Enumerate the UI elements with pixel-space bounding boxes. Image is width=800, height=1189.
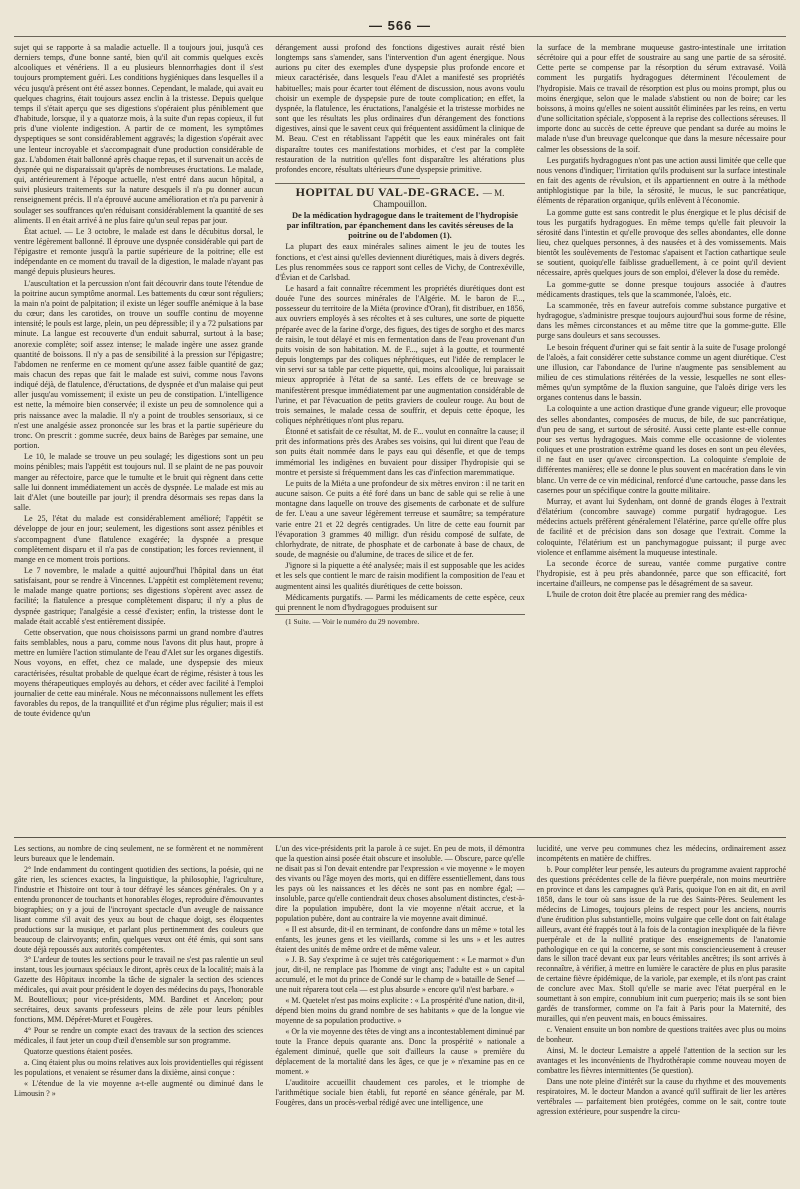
paragraph: b. Pour compléter leur pensée, les auteurs du programme avaient rapproché des questions précédentes celle de la fièvre puerpérale, non moins meurtrière en province et dans les campagnes qu'à Paris, quoique l'on en ait dit, en avril 1858, dans le tour où sans issue de la rue des Saints-Pères. Seulement les médecins de Limoges, toujours pleins de respect pour les anciens, nourris d'une érudition plus substantielle, moins vulgaire que celle dont on fait étalage ailleurs, avant été frappés tout à la fois de la contagion inexpliquée de la fièvre puerpérale et de la nullité pratique des enseignements de l'anatomie pathologique en ce qui la concerne, se sont mis consciencieusement à creuser dans le sillon tracé devant eux par leurs véritables ancêtres; ils sont arrivés à reconnaître, à vérifier, à mettre en lumière le caractère de plus en plus parasite de certaine fièvre épidémique, de la variole, par exemple, et ils n'ont pas craint de conclure avec Max. Stoll qu'elle se marie avec l'état puerpéral en le soumettant à son empire, connubium init cum puerperio; mais ils se sont bien gardés de transformer, comme on l'a fait à Paris pour la Maternité, des murailles, qui n'en peuvent mais, en boucs émissaires.: [536, 864, 786, 1024]
upper-section: [14, 43, 786, 831]
short-rule: [380, 178, 420, 179]
lower-column-3: [537, 844, 786, 1189]
paragraph: L'huile de croton doit être placée au premier rang des médica-: [546, 590, 748, 600]
paragraph: La scammonée, très en faveur autrefois comme substance purgative et hydragogue, s'administre presque toujours aujourd'hui sous forme de résine, dans les mêmes circonstances et au même titre que la gomme-gutte. Elle purge sans douleurs et sans secousses.: [536, 300, 786, 341]
paragraph: 2° Inde endamment du contingent quotidien des sections, la poésie, qui ne gâte rien, les sciences exactes, la linguistique, la philosophie, l'agriculture, l'industrie et l'histoire ont tour à tour défrayé les séances générales. On y a entendu prononcer de touchants et honorables éloges, reproduire d'émouvantes biographies; on y a joui de l'incroyant spectacle d'un aveugle de naissance lisant comme s'il avait des yeux au bout de chaque doigt, ses éloquentes productions sur la musique, et parlant plus pertinemment des couleurs que beaucoup de clairvoyants; enfin, quelques vœux ont été émis, qui sont sans doute déjà repoussés aux autorités compétentes.: [14, 864, 264, 954]
paragraph: dérangement aussi profond des fonctions digestives aurait résté bien longtemps sans s'amender, sans l'intervention d'un agent énergique. Nous aurions pu citer des exemples d'une dyspepsie plus profonde encore et mieux caractérisée, dans lesquels l'eau d'Alet a manifesté ses propriétés habituelles; mais pour écarter tout élément de discussion, nous avons voulu choisir un exemple de dyspepsie pure de toute complication; en effet, la dyspnée, la flatulence, les éructations, l'analgésie et la tristesse morbides ne sont que les résultats les plus ordinaires d'un dérangement des fonctions digestives, ainsi que le savent ceux qui fréquentent assidûment la clinique de M. Beau. C'est en rétablissant l'appétit que les eaux minérales ont fait disparaître toutes ces manifestations morbides, et c'est par la complète restauration de la nutrition qu'elles font disparaître les altérations plus profondes encore, résultats ultérieurs d'une dyspepsie primitive.: [275, 43, 525, 174]
paragraph: La gomme-gutte se donne presque toujours associée à d'autres médicaments drastiques, tels que la scammonée, l'aloès, etc.: [536, 279, 786, 299]
paragraph: Le besoin fréquent d'uriner qui se fait sentir à la suite de l'usage prolongé de l'aloès, a fait considérer cette substance comme un agent diurétique. C'est une illusion, car l'abondance de l'urine n'augmente pas sensiblement au milieu de ces stimulations réitérées de la vessie, lesquelles ne sont elles-mêmes qu'un symptôme de la fluxion sanguine, que l'aloès dirige vers les organes contenus dans le bassin.: [536, 342, 786, 403]
paragraph: L'auditoire accueillit chaudement ces paroles, et le triomphe de l'arithmétique sociale bien établi, fut reporté en séance générale, par M. Fougères, dans un procès-verbal rédigé avec une intelligence, une: [275, 1077, 525, 1107]
article-title: De la médication hydragogue dans le traitement de l'hydropisie par infiltration, par épanchement dans les cavités séreuses de la poitrine ou de l'abdomen (1).: [286, 211, 518, 241]
feuilleton-divider: [14, 837, 786, 838]
paragraph: Cette observation, que nous choisissons parmi un grand nombre d'autres faits semblables, nous a paru, comme nous l'avons dit plus haut, propre à mettre en lumière l'action stimulante de l'eau d'Alet sur les organes digestifs. Nous voyons, en effet, chez ce malade, une dyspepsie des mieux caractérisées, résultat probable de quelque écart de régime, résister à tous les moyens thérapeutiques employés au dehors, et céder avec facilité à l'emploi journalier de cette eau minérale. Nous ne méconnaissons nullement les effets favorables du repos, de la tranquillité et d'un régime plus régulier; mais il est de toute évidence qu'un: [14, 627, 264, 719]
paragraph: La coloquinte a une action drastique d'une grande vigueur; elle provoque des selles abondantes, composées de mucus, de bile, de suc pancréatique, d'un peu de sang, et surtout de sérosité. Aussi cette plante est-elle connue pour ses vertus hydragogues. Mais comme elle occasionne de violentes coliques et une prostration extrême quand les doses en sont un peu élevées, il ne faut en user qu'avec circonspection. La coloquinte s'emploie de différentes manières; elle se donne le plus souvent en macération dans le vin blanc. Un verre de ce vin médicinal, renforcé d'une cartouche, passe dans les casernes pour un spécifique contre la goutte militaire.: [536, 404, 786, 495]
paragraph: « M. Quetelet n'est pas moins explicite : « La prospérité d'une nation, dit-il, dépend bien moins du grand nombre de ses habitants » que de la longue vie moyenne de sa population productive. »: [275, 996, 525, 1026]
paragraph: c. Venaient ensuite un bon nombre de questions traitées avec plus ou moins de bonheur.: [536, 1025, 786, 1045]
page-number: — 566 —: [369, 17, 431, 33]
column-1: [14, 43, 263, 831]
paragraph: sujet qui se rapporte à sa maladie actuelle. Il a toujours joui, jusqu'à ces derniers temps, d'une bonne santé, bien qu'il ait commis quelques excès alcooliques et vénériens. Il a eu plusieurs blennorrhagies dont il s'est toujours promptement guéri. Les conditions hygiéniques dans lesquelles il a vécu jusqu'à présent ont été assez bonnes. Cependant, le malade, qui avait eu quelques chagrins, était toujours assez enclin à la tristesse. Depuis quelque temps il s'était aperçu que ses digestions s'opéraient plus péniblement que d'habitude, lorsque, il y a quatorze mois, à la suite d'un repas copieux, il fut pris d'une violente indigestion. A partir de ce moment, les symptômes dyspeptiques se sont considérablement aggravés; la digestion s'opérait avec une lenteur incroyable et s'accompagnait d'une production considérable de gaz. L'abdomen était ballonné après chaque repas, et il survenait un accès de dyspnée qui ne disparaissait qu'après de nombreuses éructations. Le malade, qui, antérieurement à l'époque actuelle, n'est entré dans aucun hôpital, a suivi plusieurs traitements sur la nature desquels il n'a pu donner aucun renseignement précis. Il n'a éprouvé aucune amélioration et n'a pu parvenir à soulager ses souffrances qu'en réduisant considérablement la quantité de ses aliments. Il en était arrivé à ne plus faire qu'un seul repas par jour.: [14, 43, 264, 225]
paragraph: Dans une note pleine d'intérêt sur la cause du rhythme et des mouvements respiratoires, M. le docteur Mandon a avancé qu'il suffirait de lier les artères vertébrales — parfaitement bien protégées, comme on le sait, contre toute agression extérieure, pour suspendre la circu-: [536, 1076, 786, 1116]
paragraph: » J. B. Say s'exprime à ce sujet très catégoriquement : « Le marmot » d'un jour, dit-il, ne remplace pas l'homme de vingt ans; l'adulte est » un capital accumulé, et le mot du prince de Condé sur le champ de » bataille de Senef — une nuit réparera tout cela — est plus absurde » encore qu'il n'est barbare. »: [275, 955, 525, 995]
section-heading: [275, 183, 524, 209]
paragraph: Le puits de la Miéta a une profondeur de six mètres environ : il ne tarit en aucune saison. Ce puits a été foré dans un banc de sable qui se relie à une montagne dans laquelle on trouve des gisements de carbonate et de sulfure de fer. L'eau a une saveur légèrement terreuse et saumâtre; sa température varie entre 21 et 22 degrés centigrades. Un litre de cette eau fournit par l'évaporation 3 grammes 40 milligr. d'un résidu composé de sulfate, de chlorhydrate, de nitrate, de phosphate et de carbonate à base de chaux, de soude, de magnésie ou d'alumine, de traces de silice et de fer.: [275, 478, 525, 560]
paragraph: La gomme gutte est sans contredit le plus énergique et le plus décisif de tous les purgatifs hydragogues. En même temps qu'elle fait pleuvoir la sérosité dans l'intestin et qu'elle provoque des selles abondantes, elle donne lieu, chez quelques personnes, à des nausées et à des vomissements. Mais bientôt les soulèvements de l'estomac s'apaisent et l'action cathartique seule se soutient, quoiqu'elle faiblisse graduellement, à ce point qu'il devient nécessaire, après quelques jours de son emploi, d'élever la dose du remède.: [536, 207, 786, 278]
paragraph: 4° Pour se rendre un compte exact des travaux de la section des sciences médicales, il faut jeter un coup d'œil d'ensemble sur son programme.: [14, 1026, 264, 1046]
paragraph: Les sections, au nombre de cinq seulement, ne se formèrent et ne nommèrent leurs bureaux que le lendemain.: [14, 844, 264, 863]
service-chief: — M. Champouillon.: [373, 188, 505, 210]
paragraph: L'auscultation et la percussion n'ont fait découvrir dans toute l'étendue de la poitrine aucun symptôme anormal. Les battements du cœur sont réguliers; la main n'a point de palpitation; il existe un léger souffle anémique à la base du cœur; dans les carotides, on trouve un souffle continu de moyenne intensité; le pouls est large, plein, un peu dépressible; il y a 72 pulsations par minute. La langue est recouverte d'un enduit saburral, surtout à la base; anorexie complète; soif assez intense; le malade ingère une assez grande quantité de boissons. Il n'y a pas de sensibilité à la pression sur l'épigastre; l'abdomen ne renferme en ce moment qu'une assez faible quantité de gaz; mais chacun des repas que fait le malade est suivi, comme nous l'avons indiqué déjà, de flatulence, d'éructations, de dyspnée et d'un malaise qui peut aller jusqu'au vomissement; il existe un peu de constipation. L'intelligence est nette, la mémoire bien conservée; il existe un peu de somnolence qui a pris naissance avec la maladie. Il n'y a point de troubles sensoriaux, si ce n'est une analgésie assez prononcée sur les bras et la partie supérieure du tronc. On prescrit : gomme sucrée, deux bains de Barèges par semaine, une portion.: [14, 278, 264, 451]
column-2: [275, 43, 524, 831]
paragraph: État actuel. — Le 3 octobre, le malade est dans le décubitus dorsal, le ventre légèrement ballonné. Il éprouve une dyspnée considérable qui part de l'épigastre et remonte jusqu'à la partie supérieure de la poitrine; elle est indépendante en ce moment du travail de la digestion, le malade n'ayant pas mangé depuis plusieurs heures.: [14, 226, 264, 277]
lower-column-2: [275, 844, 524, 1189]
paragraph: la surface de la membrane muqueuse gastro-intestinale une irritation sécrétoire qui a pour effet de soustraire au sang une partie de sa sérosité. Cette perte se compense par la résorption du sérum extravasé. Voilà comment les purgatifs hydragogues déterminent l'écoulement de l'hydropisie. Mais ce travail de résorption est plus ou moins prompt, plus ou moins énergique, selon que le malade s'abstient ou non de boire; car les boissons, à moins qu'elles ne soient aussitôt éliminées par les reins, en vertu d'une sollicitation spéciale, s'opposent à la reprise des collections séreuses. Il importe donc au succès de cette épreuve que pendant sa durée au moins le malade n'use d'un breuvage quelconque que dans la mesure nécessaire pour calmer les obsessions de la soif.: [536, 43, 786, 154]
paragraph: « L'étendue de la vie moyenne a-t-elle augmenté ou diminué dans le Limousin ? »: [14, 1078, 264, 1098]
lower-column-1: [14, 844, 263, 1189]
paragraph: Le 25, l'état du malade est considérablement amélioré; l'appétit se développe de jour en jour; seulement, les digestions sont assez pénibles et s'accompagnent d'une flatulence exagérée; la dyspnée a presque complètement disparu et il n'a pas de constipation; les forces reviennent, il mange en ce moment trois portions.: [14, 514, 264, 564]
column-3: [537, 43, 786, 831]
paragraph: Le 7 novembre, le malade a quitté aujourd'hui l'hôpital dans un état satisfaisant, pour se rendre à Vincennes. L'appétit est complètement revenu; le malade mange quatre portions; ses digestions s'opèrent avec assez de facilité; la flatulence a presque complètement disparu; il n'y a plus de dyspnée gastrique; l'analgésie a cessé d'exister; enfin, la tristesse dont le malade était accablé s'est entièrement dissipée.: [14, 565, 264, 626]
paragraph: La plupart des eaux minérales salines aiment le jeu de toutes les fonctions, et c'est ainsi qu'elles deviennent diurétiques, mais à divers degrés. Les plus renommées sous ce rapport sont celles de Vichy, de Contrexéville, d'Évian et de Carlsbad.: [275, 242, 525, 282]
paragraph: Le 10, le malade se trouve un peu soulagé; les digestions sont un peu moins pénibles; mais l'appétit est toujours nul. Il se plaint de ne pas pouvoir manger au réfectoire, parce que le tumulte et le bruit qui règnent dans cette salle lui donnent immédiatement un accès de dyspnée. Le malade est mis au lait d'Alet (une bouteille par jour); il prendra désormais ses repas dans la salle.: [14, 452, 264, 513]
paragraph: a. Cinq étaient plus ou moins relatives aux lois providentielles qui régissent les populations, et venaient se résumer dans la dixième, ainsi conçue :: [14, 1058, 264, 1077]
paragraph: Ainsi, M. le docteur Lemaistre a appelé l'attention de la section sur les avantages et les inconvénients de l'hydrothérapie comme nouveau moyen de combattre les fièvres intermittentes (5e question).: [536, 1046, 786, 1075]
paragraph: La seconde écorce de sureau, vantée comme purgative contre l'hydropisie, est à peu près abandonnée, parce que son efficacité, fort incertaine d'ailleurs, ne compense pas le désagrément de sa saveur.: [536, 558, 786, 589]
page-header: [14, 14, 786, 37]
paragraph: Murray, et avant lui Sydenham, ont donné de grands éloges à l'extrait d'élatérium (concombre sauvage) comme purgatif hydragogue. Les médecins actuels préfèrent généralement l'élatérine, parce qu'elle offre plus de facilité et de précision dans son dosage que l'extrait. Comme la coloquinte, l'élatérium est un panchymagogue puissant; il purge avec violence et enflamme aisément la muqueuse intestinale.: [536, 496, 786, 557]
paragraph: « Or la vie moyenne des têtes de vingt ans a incontestablement diminué par toute la France depuis quarante ans. Donc la prospérité » nationale a également diminué, quelle que soit d'ailleurs la cause » première du déplacement de la mortalité dans les âges, ce que je » n'examine pas en ce moment. »: [275, 1027, 525, 1076]
paragraph: Étonné et satisfait de ce résultat, M. de F... voulut en connaître la cause; il prit des informations près des Arabes ses voisins, qui lui dirent que l'eau de son puits était nommée dans le pays eau qui désenfle, et que de temps immémorial les indigènes en buvaient pour dissiper l'hydropisie qui se montre et persiste si fréquemment dans les cas d'infection maremmatique.: [275, 427, 525, 477]
paragraph: 3° L'ardeur de toutes les sections pour le travail ne s'est pas ralentie un seul instant, tous les journaux spéciaux le diront, après ceux de la localité; mais à la Gazette des Hôpitaux incombe la tâche de signaler la section des sciences médicales, qui avait pour président le doyen des médecins du pays, l'honorable M. Boutellioux; pour vice-présidents, MM. Bardinet et Ancelon; pour secrétaires, deux savants professeurs pleins de zèle pour leurs pénibles fonctions, MM. Dépéret-Muret et Fougères.: [14, 955, 264, 1025]
footnote: (1 Suite. — Voir le numéro du 29 novembre.: [275, 614, 524, 627]
paragraph: Les purgatifs hydragogues n'ont pas une action aussi limitée que celle que nous venons d'indiquer; l'irritation qu'ils produisent sur la surface intestinale en fait des agents de révulsion, et ils appartiennent en outre à la méthode antiphlogistique par la bile, la sérosité, le mucus, le suc pancréatique, éléments de réparation organique, qu'ils enlèvent à l'économie.: [536, 155, 786, 206]
paragraph: lucidité, une verve peu communes chez les médecins, ordinairement assez incompétents en matière de chiffres.: [536, 844, 786, 863]
paragraph: Quatorze questions étaient posées.: [24, 1047, 133, 1057]
paragraph: L'un des vice-présidents prit la parole à ce sujet. En peu de mots, il démontra que la question ainsi posée était obscure et insoluble. — Obscure, parce qu'elle ne disait pas si l'on devait entendre par l'expression « vie moyenne » le moyen des vivants ou l'âge moyen des morts, qui en diffère essentiellement, dans tous les pays où les naissances et les décès ne sont pas en nombre égal; — insoluble, parce qu'elle contiendrait deux choses absolument distinctes, c'est-à-dire la population impubère, dont la vie moyenne n'était accrue, et la population pubère, dont au contraire la vie moyenne avait diminué.: [275, 844, 525, 923]
paragraph: Le hasard a fait connaître récemment les propriétés diurétiques dont est douée l'une des sources minérales de l'Algérie. M. le baron de F..., possesseur du territoire de la Miéta (province d'Oran), fit distribuer, en 1856, aux ouvriers employés à ses récoltes et à ses cultures, une sorte de piquette préparée avec de la farine d'orge, des figues, des tiges de sorgho et des marcs de raisin, le tout délayé et mis en fermentation dans de l'eau provenant d'un puits voisin de son habitation. M. de F..., sujet à la goutte, et tourmenté depuis longtemps par des coliques néphrétiques, eut l'idée de remplacer le vin servi sur sa table par cette piquette, qui, moins alcoolique, lui paraissait mieux appropriée à l'état de sa santé. Les effets de ce breuvage se manifestèrent presque immédiatement par une augmentation considérable de l'urine, et par l'évacuation de petits graviers de couleur rouge. Au bout de trois semaines, le malade cessa de souffrir, et depuis cette époque, les coliques néphrétiques n'ont plus reparu.: [275, 283, 525, 425]
paragraph: J'ignore si la piquette a été analysée; mais il est supposable que les acides et les sels que contient le marc de raisin modifient la composition de l'eau et augmentent ainsi les qualités diurétiques de cette boisson.: [275, 561, 525, 591]
lower-section: [14, 844, 786, 1189]
hospital-name: HOPITAL DU VAL-DE-GRACE.: [295, 185, 480, 200]
paragraph: Médicaments purgatifs. — Parmi les médicaments de cette espèce, ceux qui prennent le nom d'hydragogues produisent sur: [275, 592, 525, 612]
paragraph: « Il est absurde, dit-il en terminant, de confondre dans un même » total les enfants, les jeunes gens et les vieillards, comme si les uns » et les autres étaient des unités de même ordre et de même valeur.: [275, 924, 525, 954]
